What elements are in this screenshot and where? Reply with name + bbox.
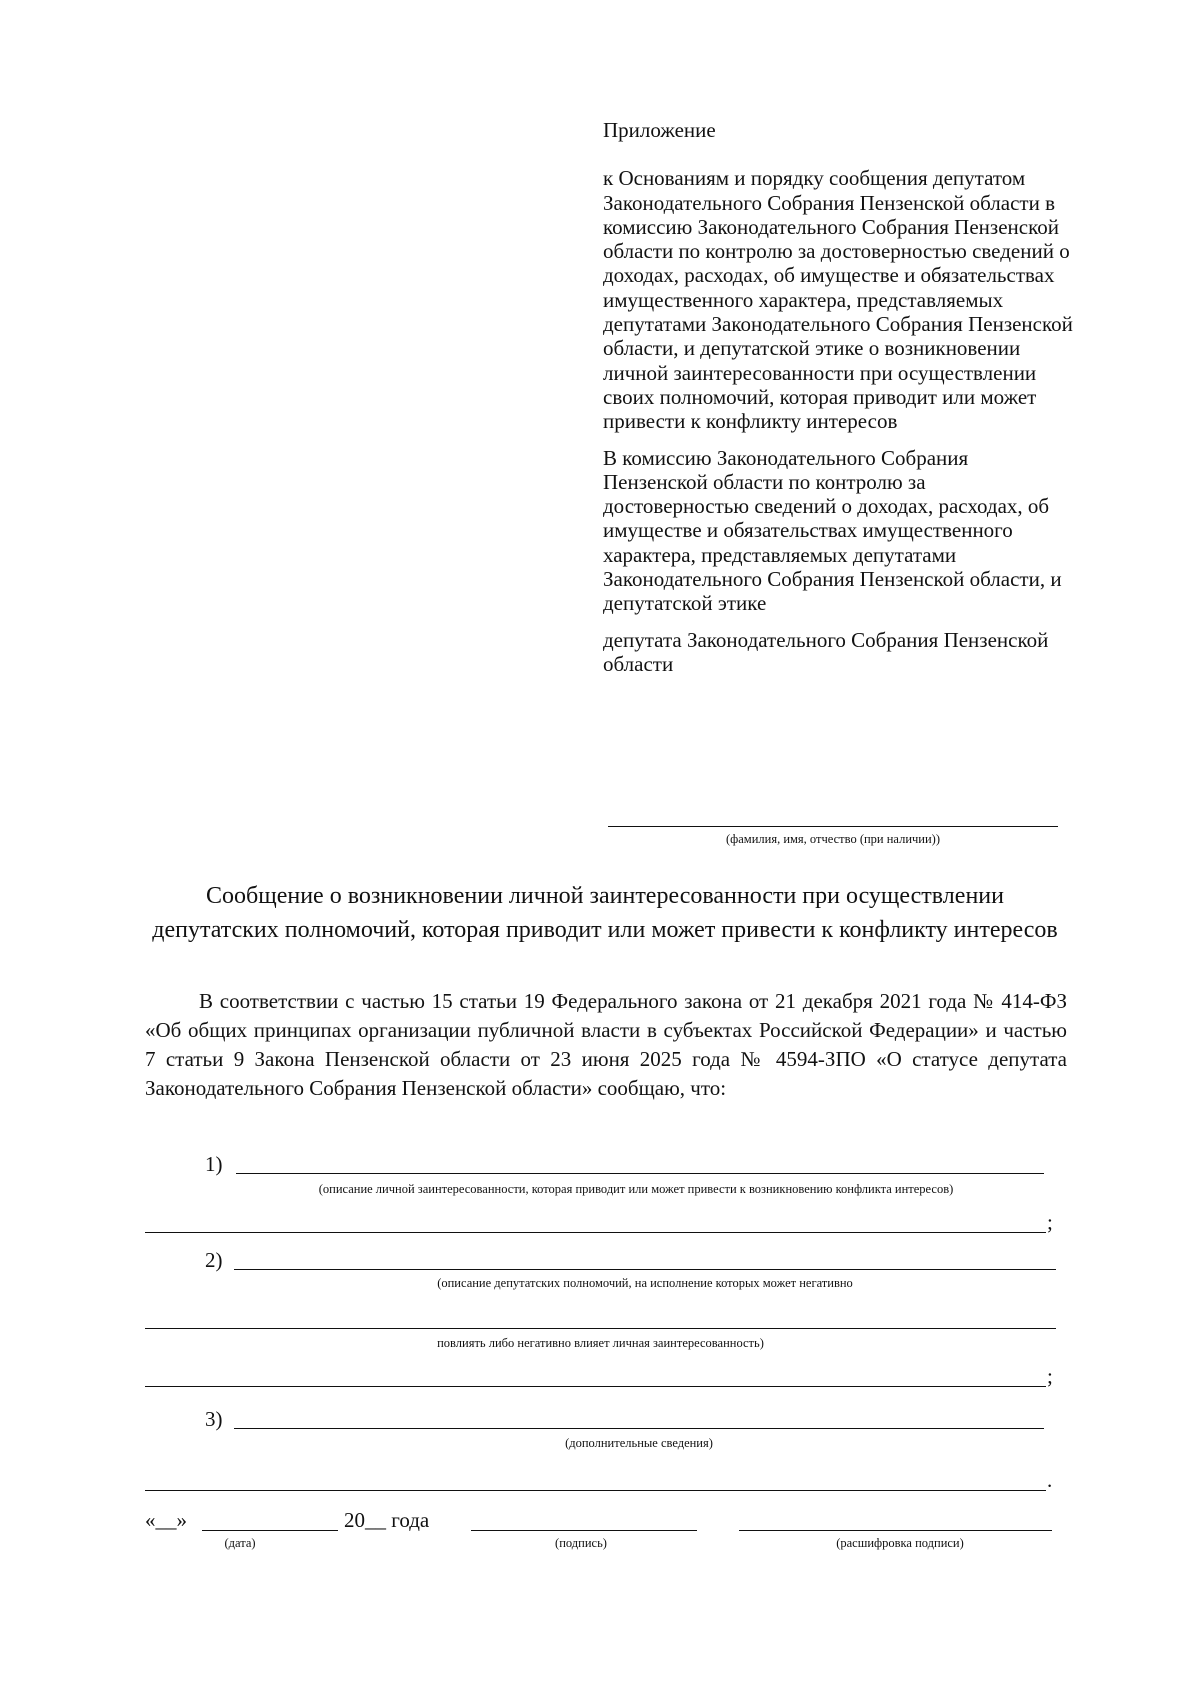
- item-1-continuation-line[interactable]: [145, 1212, 1046, 1233]
- item-3-end-mark: .: [1047, 1468, 1053, 1492]
- item-3-continuation-line[interactable]: [145, 1470, 1046, 1491]
- signature-caption: (подпись): [555, 1536, 607, 1550]
- item-1-caption: (описание личной заинтересованности, которая приводит или может привести к возникновению конфликта интересов): [318, 1182, 954, 1196]
- date-day-field: «__»: [145, 1508, 187, 1532]
- item-1-line[interactable]: [236, 1152, 1044, 1174]
- signature-line[interactable]: [471, 1508, 697, 1531]
- item-2-line-2[interactable]: [145, 1308, 1056, 1329]
- item-2-continuation-line[interactable]: [145, 1366, 1046, 1387]
- appendix-basis-text: к Основаниям и порядку сообщения депутатом Законодательного Собрания Пензенской области в комиссию Законодательного Собрания Пензенской области по контролю за достоверностью сведений о доходах, расходах, об имуществе и обязательствах имущественного характера, представляемых депутатами Законодательного Собрания Пензенской области, и депутатской этике о возникновении личной заинтересованности при осуществлении своих полномочий, которая приводит или может привести к конфликту интересов: [603, 166, 1073, 434]
- signature-decode-caption: (расшифровка подписи): [836, 1536, 964, 1550]
- item-3-number: 3): [205, 1407, 223, 1431]
- header-block: [603, 118, 1073, 676]
- name-caption: (фамилия, имя, отчество (при наличии)): [725, 832, 940, 846]
- item-2-caption-1: (описание депутатских полномочий, на исполнение которых может негативно: [437, 1276, 853, 1290]
- appendix-title: Приложение: [603, 118, 716, 142]
- year-field: 20__ года: [344, 1508, 430, 1532]
- signature-decode-line[interactable]: [739, 1508, 1052, 1531]
- item-2-end-mark: ;: [1047, 1364, 1053, 1388]
- item-3-caption: (дополнительные сведения): [565, 1436, 713, 1450]
- item-3-line[interactable]: [234, 1407, 1044, 1429]
- item-1-end-mark: ;: [1047, 1210, 1053, 1234]
- addressee-text: В комиссию Законодательного Собрания Пензенской области по контролю за достоверностью сведений о доходах, расходах, об имуществе и обязательствах имущественного характера, представляемых депутатами Законодательного Собрания Пензенской области, и депутатской этике: [603, 445, 1062, 616]
- item-2-caption-2: повлиять либо негативно влияет личная заинтересованность): [437, 1336, 764, 1350]
- deputy-from-text: депутата Законодательного Собрания Пензенской области: [603, 627, 1049, 676]
- name-fill-line[interactable]: [608, 826, 1058, 827]
- date-month-line[interactable]: [202, 1508, 338, 1531]
- item-2-number: 2): [205, 1248, 223, 1272]
- item-2-line[interactable]: [234, 1248, 1056, 1270]
- date-caption: (дата): [224, 1536, 256, 1550]
- item-1-number: 1): [205, 1152, 223, 1176]
- body-paragraph: В соответствии с частью 15 статьи 19 Федерального закона от 21 декабря 2021 года № 414-ФЗ «Об общих принципах организации публичной власти в субъектах Российской Федерации» и частью 7 статьи 9 Закона Пензенской области от 23 июня 2025 года № 4594-ЗПО «О статусе депутата Законодательного Собрания Пензенской области» сообщаю, что:: [145, 989, 1067, 1100]
- document-title: Сообщение о возникновении личной заинтересованности при осуществлении депутатских полномочий, которая приводит или может привести к конфликту интересов: [152, 883, 1058, 943]
